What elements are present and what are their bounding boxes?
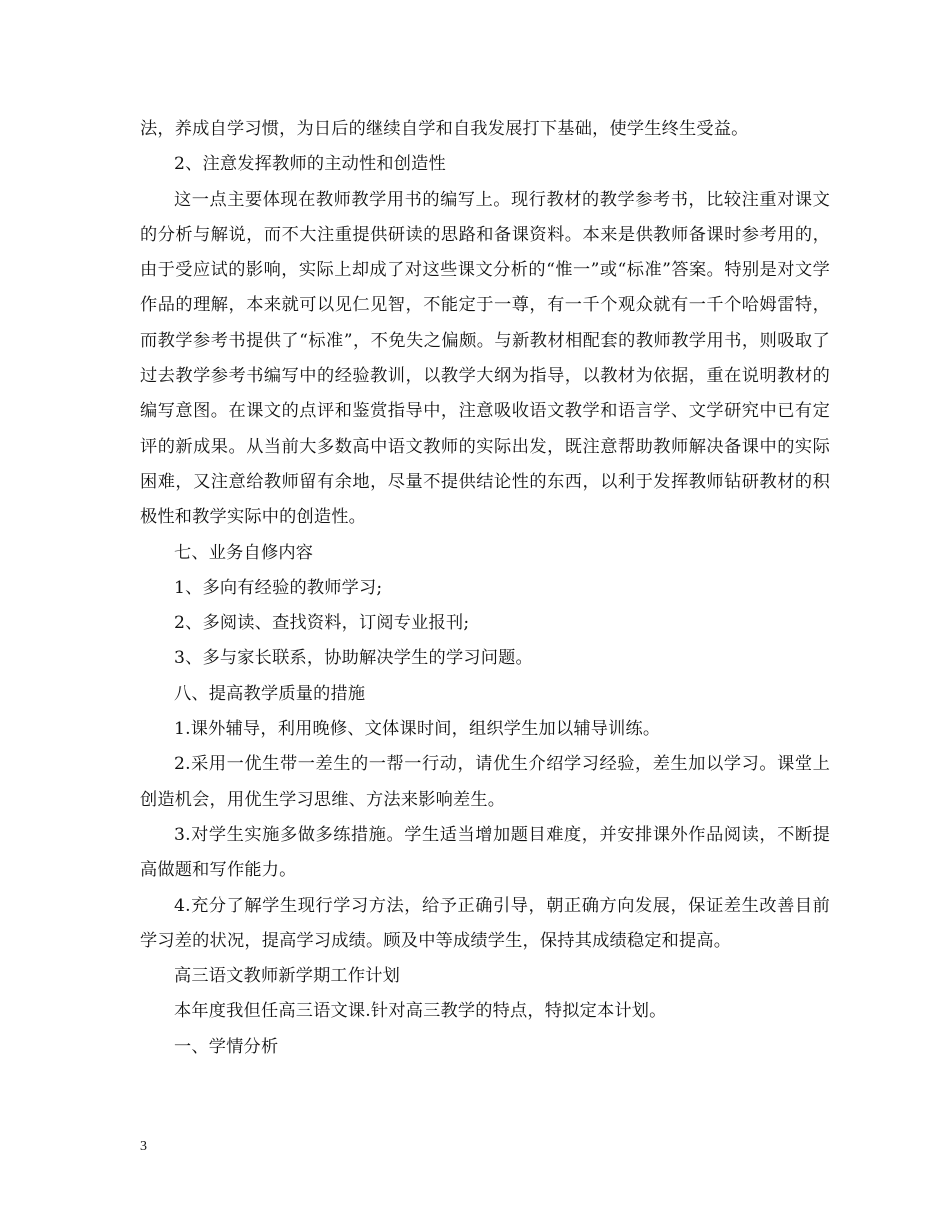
paragraph: 这一点主要体现在教师教学用书的编写上。现行教材的教学参考书，比较注重对课文的分析与解说，而不大注重提供研读的思路和备课资料。本来是供教师备课时参考用的，由于受应试的影响，实际上却成了对这些课文分析的“惟一”或“标准”答案。特别是对文学作品的理解，本来就可以见仁见智，不能定于一尊，有一千个观众就有一千个哈姆雷特，而教学参考书提供了“标准”，不免失之偏颇。与新教材相配套的教师教学用书，则吸取了过去教学参考书编写中的经验教训，以教学大纲为指导，以教材为依据，重在说明教材的编写意图。在课文的点评和鉴赏指导中，注意吸收语文教学和语言学、文学研究中已有定评的新成果。从当前大多数高中语文教师的实际出发，既注意帮助教师解决备课中的实际困难，又注意给教师留有余地，尽量不提供结论性的东西，以利于发挥教师钻研教材的积极性和教学实际中的创造性。 — [140, 189, 830, 528]
section-heading: 八、提高教学质量的措施 — [174, 683, 366, 704]
list-item: 2.采用一优生带一差生的一帮一行动，请优生介绍学习经验，差生加以学习。课堂上创造机会，用优生学习思维、方法来影响差生。 — [140, 754, 830, 810]
list-item: 3、多与家长联系，协助解决学生的学习问题。 — [174, 648, 533, 669]
section-heading: 七、业务自修内容 — [174, 542, 314, 563]
section-heading: 一、学情分析 — [174, 1036, 279, 1057]
document-title: 高三语文教师新学期工作计划 — [174, 966, 401, 987]
list-item: 4.充分了解学生现行学习方法，给予正确引导，朝正确方向发展，保证差生改善目前学习差的状况，提高学习成绩。顾及中等成绩学生，保持其成绩稳定和提高。 — [140, 895, 830, 951]
page-number: 3 — [140, 1139, 147, 1154]
paragraph: 法，养成自学习惯，为日后的继续自学和自我发展打下基础，使学生终生受益。 — [140, 119, 749, 139]
list-item: 3.对学生实施多做多练措施。学生适当增加题目难度，并安排课外作品阅读，不断提高做题和写作能力。 — [140, 824, 830, 881]
list-item: 1、多向有经验的教师学习; — [174, 577, 383, 598]
list-item: 2、多阅读、查找资料，订阅专业报刊; — [174, 613, 470, 634]
section-heading: 2、注意发挥教师的主动性和创造性 — [174, 154, 446, 175]
list-item: 1.课外辅导，利用晚修、文体课时间，组织学生加以辅导训练。 — [174, 719, 661, 740]
document-body — [140, 112, 830, 1065]
paragraph: 本年度我但任高三语文课.针对高三教学的特点，特拟定本计划。 — [174, 1001, 667, 1022]
